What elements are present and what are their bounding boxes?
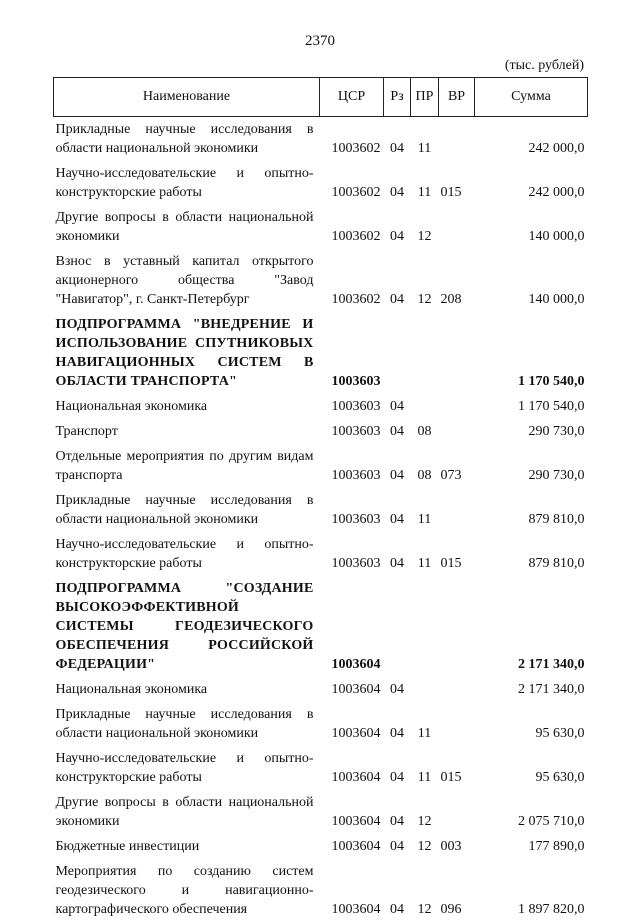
cell-csr: 1003603	[320, 394, 384, 419]
header-pr: ПР	[411, 78, 439, 117]
cell-rz: 04	[384, 702, 411, 746]
cell-csr: 1003603	[320, 419, 384, 444]
table-body	[54, 117, 588, 922]
cell-rz: 04	[384, 205, 411, 249]
cell-csr: 1003604	[320, 834, 384, 859]
cell-csr: 1003604	[320, 677, 384, 702]
header-sum: Сумма	[475, 78, 588, 117]
cell-rz: 04	[384, 161, 411, 205]
header-rz: Рз	[384, 78, 411, 117]
cell-csr: 1003603	[320, 312, 384, 394]
cell-rz: 04	[384, 394, 411, 419]
cell-name: Прикладные научные исследования в области национальной экономики	[54, 117, 320, 162]
cell-pr: 12	[411, 790, 439, 834]
table-row	[54, 859, 588, 922]
cell-vr	[439, 576, 475, 677]
cell-pr: 12	[411, 859, 439, 922]
cell-vr: 096	[439, 859, 475, 922]
table-header	[54, 78, 588, 117]
table-row	[54, 161, 588, 205]
cell-sum: 290 730,0	[475, 419, 588, 444]
cell-rz: 04	[384, 419, 411, 444]
header-name: Наименование	[54, 78, 320, 117]
cell-name: Прикладные научные исследования в области национальной экономики	[54, 702, 320, 746]
table-row	[54, 746, 588, 790]
cell-rz: 04	[384, 859, 411, 922]
table-row	[54, 488, 588, 532]
table-row	[54, 117, 588, 162]
cell-vr	[439, 205, 475, 249]
table-row	[54, 677, 588, 702]
units-label: (тыс. рублей)	[505, 58, 584, 74]
cell-name: Национальная экономика	[54, 394, 320, 419]
cell-name: Другие вопросы в области национальной экономики	[54, 790, 320, 834]
cell-csr: 1003603	[320, 532, 384, 576]
cell-name: Бюджетные инвестиции	[54, 834, 320, 859]
cell-sum: 879 810,0	[475, 532, 588, 576]
cell-csr: 1003602	[320, 161, 384, 205]
cell-pr: 11	[411, 161, 439, 205]
cell-rz: 04	[384, 249, 411, 312]
table-row	[54, 394, 588, 419]
cell-csr: 1003603	[320, 444, 384, 488]
cell-vr: 073	[439, 444, 475, 488]
cell-sum: 140 000,0	[475, 249, 588, 312]
cell-name: Взнос в уставный капитал открытого акционерного общества "Завод "Навигатор", г. Санкт-Петербург	[54, 249, 320, 312]
cell-pr: 08	[411, 419, 439, 444]
cell-csr: 1003604	[320, 746, 384, 790]
header-csr: ЦСР	[320, 78, 384, 117]
cell-sum: 2 171 340,0	[475, 576, 588, 677]
cell-pr	[411, 394, 439, 419]
cell-sum: 1 897 820,0	[475, 859, 588, 922]
cell-sum: 2 075 710,0	[475, 790, 588, 834]
cell-rz: 04	[384, 746, 411, 790]
page-number: 2370	[0, 33, 640, 50]
cell-name: ПОДПРОГРАММА "ВНЕДРЕНИЕ И ИСПОЛЬЗОВАНИЕ СПУТНИКОВЫХ НАВИГАЦИОННЫХ СИСТЕМ В ОБЛАСТИ ТРАНСПОРТА"	[54, 312, 320, 394]
cell-pr: 11	[411, 117, 439, 162]
cell-rz: 04	[384, 532, 411, 576]
cell-rz: 04	[384, 488, 411, 532]
cell-name: Научно-исследовательские и опытно-конструкторские работы	[54, 532, 320, 576]
cell-pr: 11	[411, 488, 439, 532]
cell-sum: 2 171 340,0	[475, 677, 588, 702]
cell-sum: 95 630,0	[475, 702, 588, 746]
table-row	[54, 790, 588, 834]
budget-table	[53, 77, 588, 922]
cell-vr	[439, 488, 475, 532]
cell-csr: 1003603	[320, 488, 384, 532]
table-row	[54, 702, 588, 746]
cell-pr	[411, 677, 439, 702]
cell-pr	[411, 312, 439, 394]
cell-csr: 1003604	[320, 576, 384, 677]
cell-csr: 1003602	[320, 249, 384, 312]
cell-name: Национальная экономика	[54, 677, 320, 702]
cell-sum: 140 000,0	[475, 205, 588, 249]
table-row	[54, 312, 588, 394]
table-row	[54, 444, 588, 488]
cell-csr: 1003602	[320, 117, 384, 162]
cell-name: Другие вопросы в области национальной экономики	[54, 205, 320, 249]
cell-sum: 242 000,0	[475, 117, 588, 162]
cell-vr: 015	[439, 161, 475, 205]
cell-name: Транспорт	[54, 419, 320, 444]
cell-rz: 04	[384, 790, 411, 834]
cell-rz: 04	[384, 117, 411, 162]
cell-vr	[439, 394, 475, 419]
cell-name: Отдельные мероприятия по другим видам транспорта	[54, 444, 320, 488]
cell-name: Научно-исследовательские и опытно-конструкторские работы	[54, 746, 320, 790]
cell-name: Мероприятия по созданию систем геодезического и навигационно-картографического обеспечения	[54, 859, 320, 922]
cell-vr: 003	[439, 834, 475, 859]
cell-sum: 242 000,0	[475, 161, 588, 205]
table-row	[54, 532, 588, 576]
cell-pr: 12	[411, 205, 439, 249]
cell-name: ПОДПРОГРАММА "СОЗДАНИЕ ВЫСОКОЭФФЕКТИВНОЙ СИСТЕМЫ ГЕОДЕЗИЧЕСКОГО ОБЕСПЕЧЕНИЯ РОССИЙСКОЙ ФЕДЕРАЦИИ"	[54, 576, 320, 677]
cell-vr	[439, 419, 475, 444]
cell-pr: 12	[411, 249, 439, 312]
cell-vr	[439, 677, 475, 702]
cell-vr: 208	[439, 249, 475, 312]
cell-sum: 290 730,0	[475, 444, 588, 488]
cell-vr	[439, 312, 475, 394]
cell-rz	[384, 312, 411, 394]
table-row	[54, 576, 588, 677]
table-row	[54, 419, 588, 444]
table-row	[54, 249, 588, 312]
cell-rz	[384, 576, 411, 677]
cell-vr	[439, 117, 475, 162]
cell-pr: 11	[411, 532, 439, 576]
cell-pr: 11	[411, 702, 439, 746]
cell-name: Научно-исследовательские и опытно-конструкторские работы	[54, 161, 320, 205]
cell-vr: 015	[439, 746, 475, 790]
cell-pr: 12	[411, 834, 439, 859]
cell-vr: 015	[439, 532, 475, 576]
cell-csr: 1003602	[320, 205, 384, 249]
cell-sum: 95 630,0	[475, 746, 588, 790]
table-row	[54, 205, 588, 249]
cell-rz: 04	[384, 444, 411, 488]
cell-csr: 1003604	[320, 859, 384, 922]
cell-pr: 08	[411, 444, 439, 488]
cell-name: Прикладные научные исследования в области национальной экономики	[54, 488, 320, 532]
cell-sum: 1 170 540,0	[475, 394, 588, 419]
table-row	[54, 834, 588, 859]
cell-vr	[439, 790, 475, 834]
cell-sum: 879 810,0	[475, 488, 588, 532]
cell-csr: 1003604	[320, 702, 384, 746]
header-vr: ВР	[439, 78, 475, 117]
cell-vr	[439, 702, 475, 746]
cell-csr: 1003604	[320, 790, 384, 834]
cell-sum: 177 890,0	[475, 834, 588, 859]
cell-pr: 11	[411, 746, 439, 790]
cell-pr	[411, 576, 439, 677]
cell-rz: 04	[384, 677, 411, 702]
cell-sum: 1 170 540,0	[475, 312, 588, 394]
cell-rz: 04	[384, 834, 411, 859]
